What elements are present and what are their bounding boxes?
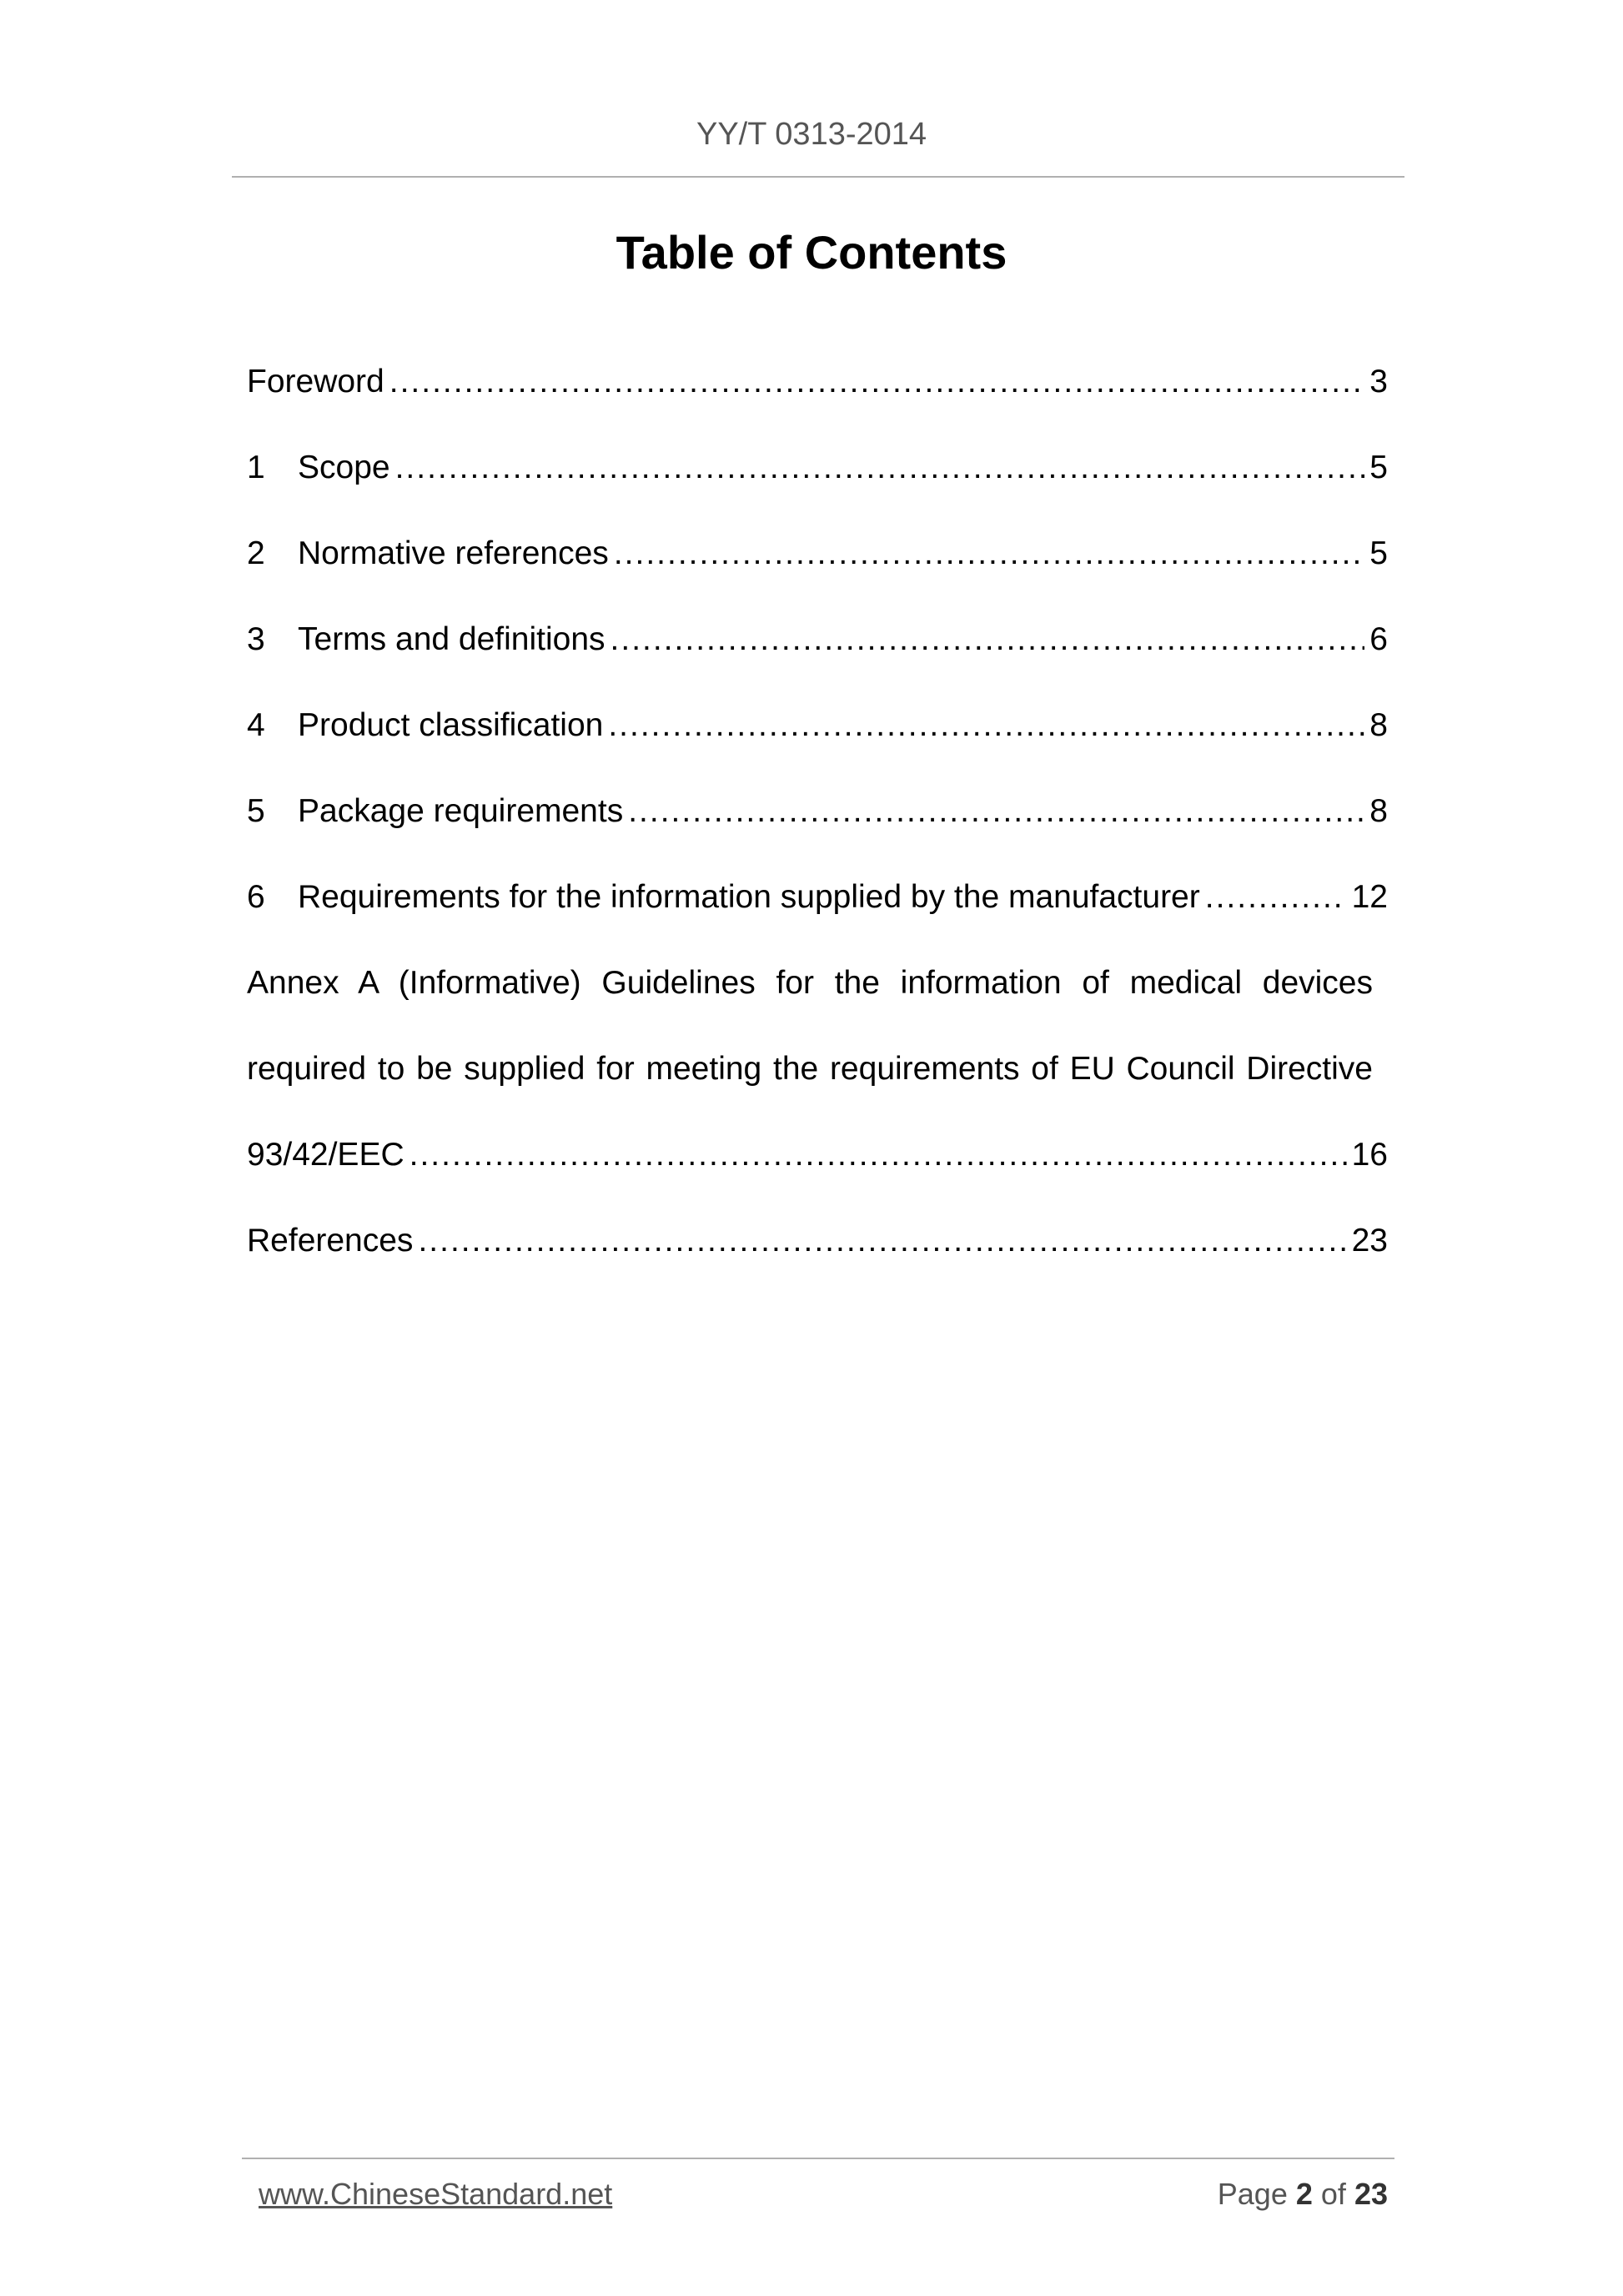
toc-entry-foreword[interactable] [247,357,1388,407]
document-code-header: YY/T 0313-2014 [696,117,927,152]
toc-entry-label: Requirements for the information supplied by the manufacturer [298,879,1200,915]
toc-entry-page: 16 [1351,1137,1388,1173]
toc-entry-label: Package requirements [298,793,624,829]
toc-entry-label: Product classification [298,707,604,743]
toc-entry-label: Normative references [298,535,609,571]
toc-entry-references[interactable] [247,1216,1388,1266]
toc-entry-label: References [247,1223,414,1259]
toc-leader-dots [611,615,1365,665]
toc-entry-annex-a[interactable] [247,1130,1388,1180]
toc-leader-dots [395,443,1365,493]
toc-leader-dots [389,357,1365,407]
toc-leader-dots [418,1216,1346,1266]
toc-entry-number: 3 [247,621,265,657]
toc-entry-number: 2 [247,535,265,571]
toc-entry-scope[interactable] [247,443,1388,493]
toc-entry-normative-references[interactable] [247,529,1388,579]
page-total: 23 [1354,2177,1388,2211]
toc-entry-manufacturer-information[interactable] [247,872,1388,922]
page-current: 2 [1295,2177,1313,2211]
footer-page-number [1218,2177,1388,2212]
toc-entry-page: 12 [1351,879,1388,915]
toc-entry-page: 23 [1351,1223,1388,1259]
toc-entry-package-requirements[interactable] [247,786,1388,837]
header-divider [232,176,1404,178]
toc-entry-page: 8 [1369,793,1388,829]
toc-entry-label: Terms and definitions [298,621,605,657]
toc-entry-label: Foreword [247,364,384,399]
toc-entry-page: 3 [1369,364,1388,399]
toc-entry-label: Scope [298,450,390,485]
toc-entry-page: 5 [1369,535,1388,571]
footer-site-link[interactable]: www.ChineseStandard.net [259,2177,613,2211]
toc-entry-product-classification[interactable] [247,701,1388,751]
toc-annex-a-line-2[interactable]: required to be supplied for meeting the requirements of EU Council Directive [247,1051,1373,1087]
toc-entry-number: 6 [247,879,265,915]
footer-divider [242,2158,1394,2159]
toc-entry-number: 1 [247,450,265,485]
toc-entry-page: 6 [1369,621,1388,657]
toc-entry-number: 4 [247,707,265,743]
toc-entry-page: 5 [1369,450,1388,485]
of-word: of [1320,2177,1346,2211]
toc-entry-page: 8 [1369,707,1388,743]
page-word: Page [1217,2177,1288,2211]
toc-leader-dots [628,786,1364,837]
toc-entry-terms-and-definitions[interactable] [247,615,1388,665]
page-title: Table of Contents [616,226,1007,279]
toc-leader-dots [1205,872,1347,922]
toc-leader-dots [410,1130,1347,1180]
toc-leader-dots [614,529,1364,579]
toc-entry-label: 93/42/EEC [247,1137,404,1173]
toc-annex-a-line-1[interactable]: Annex A (Informative) Guidelines for the information of medical devices [247,965,1373,1001]
toc-leader-dots [608,701,1364,751]
toc-entry-number: 5 [247,793,265,829]
